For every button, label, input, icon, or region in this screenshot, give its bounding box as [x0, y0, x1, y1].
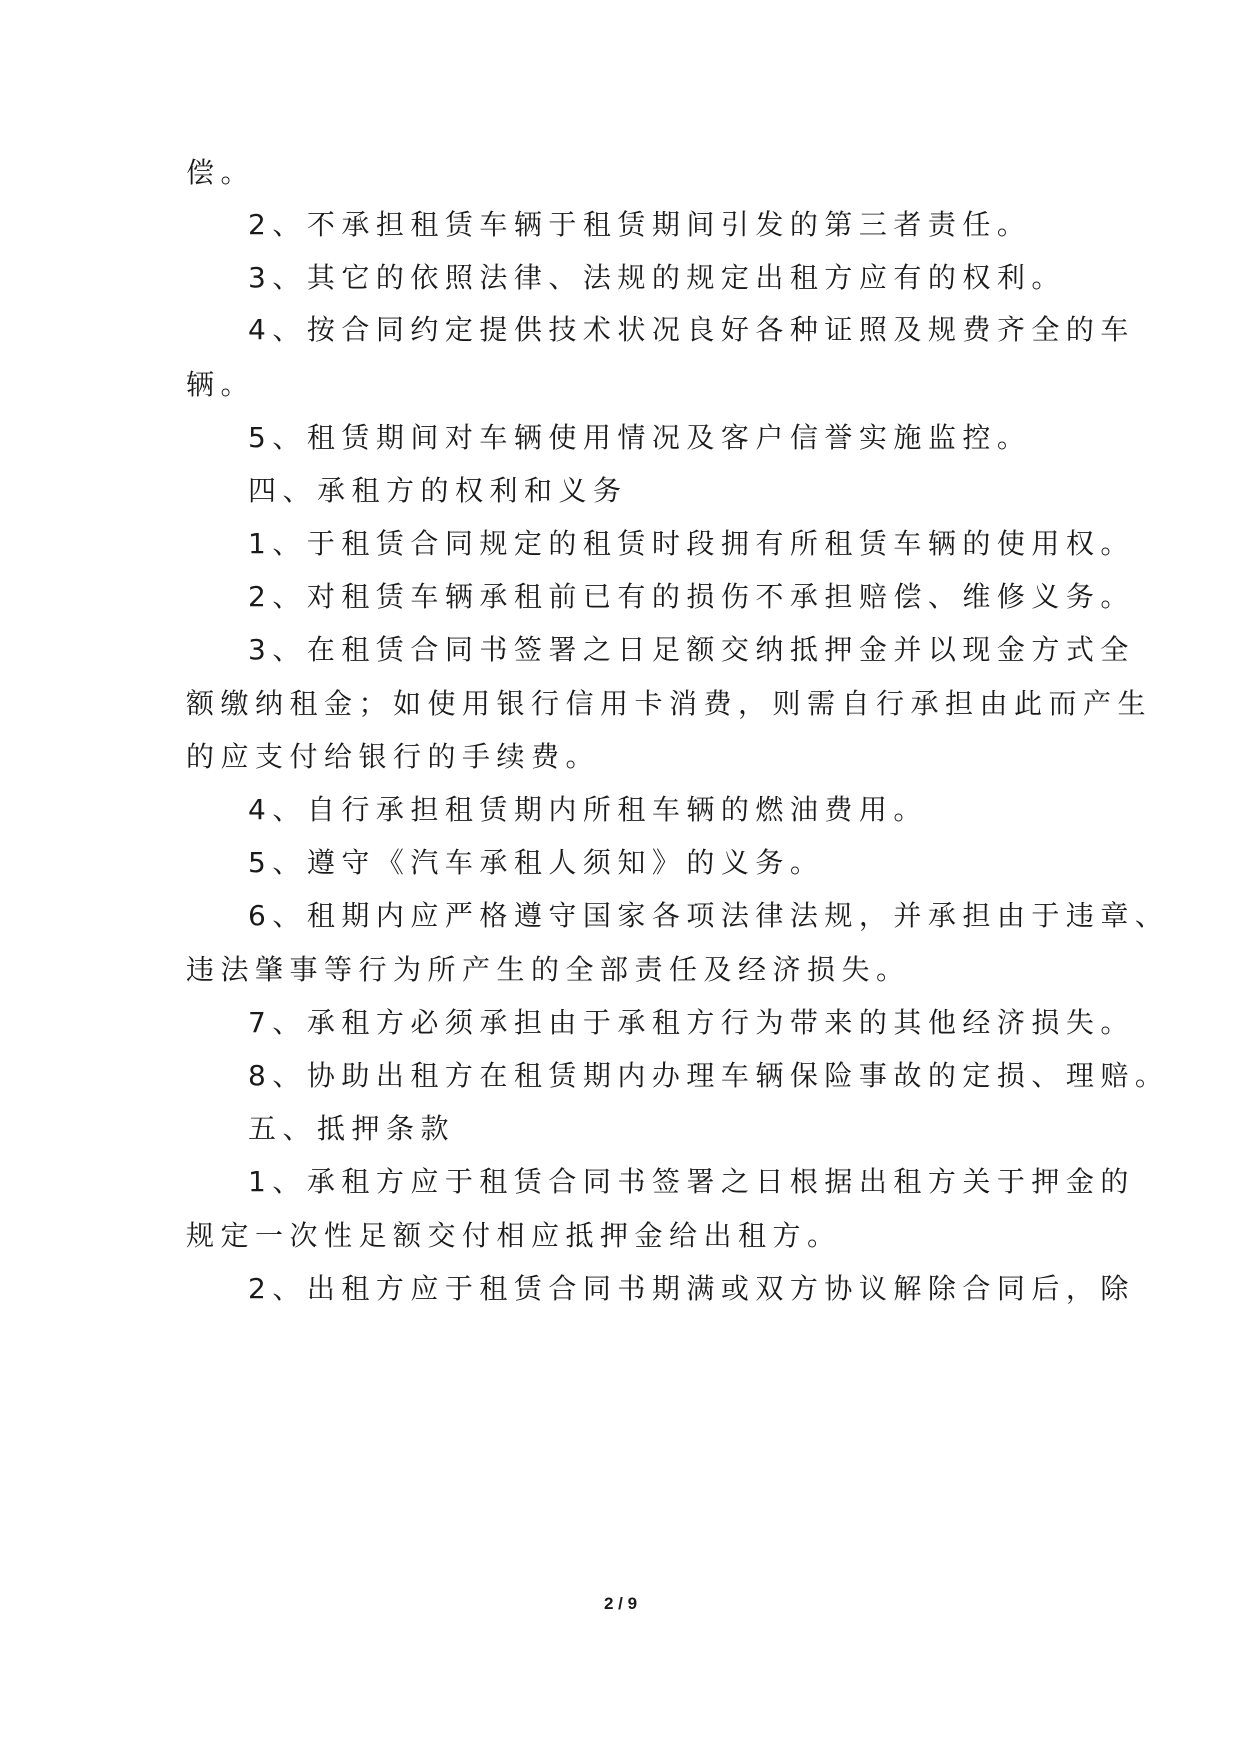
paragraph-line: 2、不承担租赁车辆于租赁期间引发的第三者责任。	[248, 208, 1032, 241]
paragraph-line: 2、出租方应于租赁合同书期满或双方协议解除合同后，除	[248, 1272, 1135, 1305]
page-number: 2 / 9	[603, 1594, 638, 1613]
paragraph-line: 1、于租赁合同规定的租赁时段拥有所租赁车辆的使用权。	[248, 527, 1135, 560]
paragraph-line: 额缴纳租金；如使用银行信用卡消费，则需自行承担由此而产生	[186, 687, 1153, 720]
paragraph-line: 8、协助出租方在租赁期内办理车辆保险事故的定损、理赔。	[248, 1059, 1170, 1092]
paragraph-line: 的应支付给银行的手续费。	[186, 740, 601, 773]
paragraph-line: 3、其它的依照法律、法规的规定出租方应有的权利。	[248, 261, 1066, 294]
section-heading: 五、抵押条款	[248, 1112, 456, 1145]
paragraph-line: 2、对租赁车辆承租前已有的损伤不承担赔偿、维修义务。	[248, 580, 1135, 613]
paragraph-line: 4、按合同约定提供技术状况良好各种证照及规费齐全的车	[248, 313, 1135, 346]
paragraph-line: 违法肇事等行为所产生的全部责任及经济损失。	[186, 953, 911, 986]
paragraph-line: 5、租赁期间对车辆使用情况及客户信誉实施监控。	[248, 421, 1032, 454]
paragraph-line: 7、承租方必须承担由于承租方行为带来的其他经济损失。	[248, 1006, 1135, 1039]
paragraph-line: 偿。	[186, 156, 256, 189]
paragraph-line: 5、遵守《汽车承租人须知》的义务。	[248, 846, 825, 879]
paragraph-line: 4、自行承担租赁期内所租车辆的燃油费用。	[248, 793, 928, 826]
paragraph-line: 1、承租方应于租赁合同书签署之日根据出租方关于押金的	[248, 1165, 1135, 1198]
section-heading: 四、承租方的权利和义务	[248, 474, 628, 507]
paragraph-line: 6、租期内应严格遵守国家各项法律法规，并承担由于违章、	[248, 899, 1170, 932]
paragraph-line: 辆。	[186, 368, 256, 401]
paragraph-line: 规定一次性足额交付相应抵押金给出租方。	[186, 1219, 842, 1252]
paragraph-line: 3、在租赁合同书签署之日足额交纳抵押金并以现金方式全	[248, 633, 1135, 666]
